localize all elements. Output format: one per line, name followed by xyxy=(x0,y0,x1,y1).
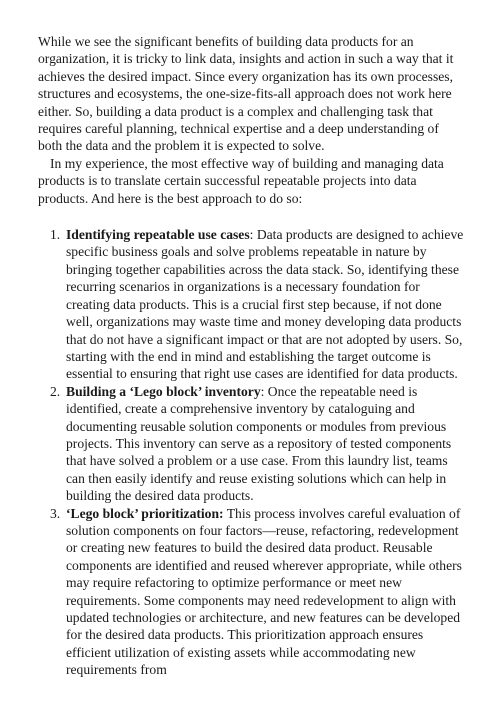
intro-paragraph: While we see the significant benefits of building data products for an organization, it is tricky to link data, insights and action in such a way that it achieves the desired impact. Since every organization has its own processes, structures and ecosystems, the one-size-fits-all approach does not work here either. So, building a data product is a complex and challenging task that requires careful planning, technical expertise and a deep understanding of both the data and the problem it is expected to solve. xyxy=(38,34,454,154)
document-page xyxy=(38,33,464,679)
list-item-separator: : xyxy=(249,227,254,243)
list-item-number: 2. xyxy=(50,383,61,399)
list-item-title: ‘Lego block’ prioritization: xyxy=(66,505,224,521)
approach-list xyxy=(38,226,464,679)
list-item-number: 1. xyxy=(50,227,61,243)
list-item-title: Identifying repeatable use cases xyxy=(66,227,250,243)
list-item-body: Data products are designed to achieve specific business goals and solve problems repeatable in nature by bringing together capabilities across the data stack. So, identifying these recurring scenarios in organizations is a necessary foundation for creating data products. This is a crucial first step because, if not done well, organizations may waste time and money developing data products that do not have a significant impact or that are not adopted by users. So, starting with the end in mind and establishing the target outcome is essential to ensuring that right use cases are identified for data products. xyxy=(66,227,464,382)
list-item-body: Once the repeatable need is identified, create a comprehensive inventory by cataloguing and documenting reusable solution components or modules from previous projects. This inventory can serve as a repository of tested components that have solved a problem or a use case. From this laundry list, teams can then easily identify and reuse existing solutions which can help in building the desired data products. xyxy=(66,383,452,504)
list-item-title: Building a ‘Lego block’ inventory xyxy=(66,383,261,399)
list-item-separator: : xyxy=(260,383,265,399)
list-item xyxy=(50,226,464,383)
list-item xyxy=(50,505,464,679)
list-item-body: This process involves careful evaluation of solution components on four factors—reuse, refactoring, redevelopment or creating new features to build the desired data product. Reusable components are identified and reused wherever appropriate, while others may require refactoring to optimize performance or meet new requirements. Some components may need redevelopment to align with updated technologies or architecture, and new features can be developed for the desired data products. This prioritization approach ensures efficient utilization of existing assets while accommodating new requirements from xyxy=(66,505,462,678)
list-item-number: 3. xyxy=(50,505,61,521)
experience-paragraph: In my experience, the most effective way of building and managing data products is to translate certain successful repeatable projects into data products. And here is the best approach to do so: xyxy=(38,155,444,206)
list-item xyxy=(50,383,464,505)
